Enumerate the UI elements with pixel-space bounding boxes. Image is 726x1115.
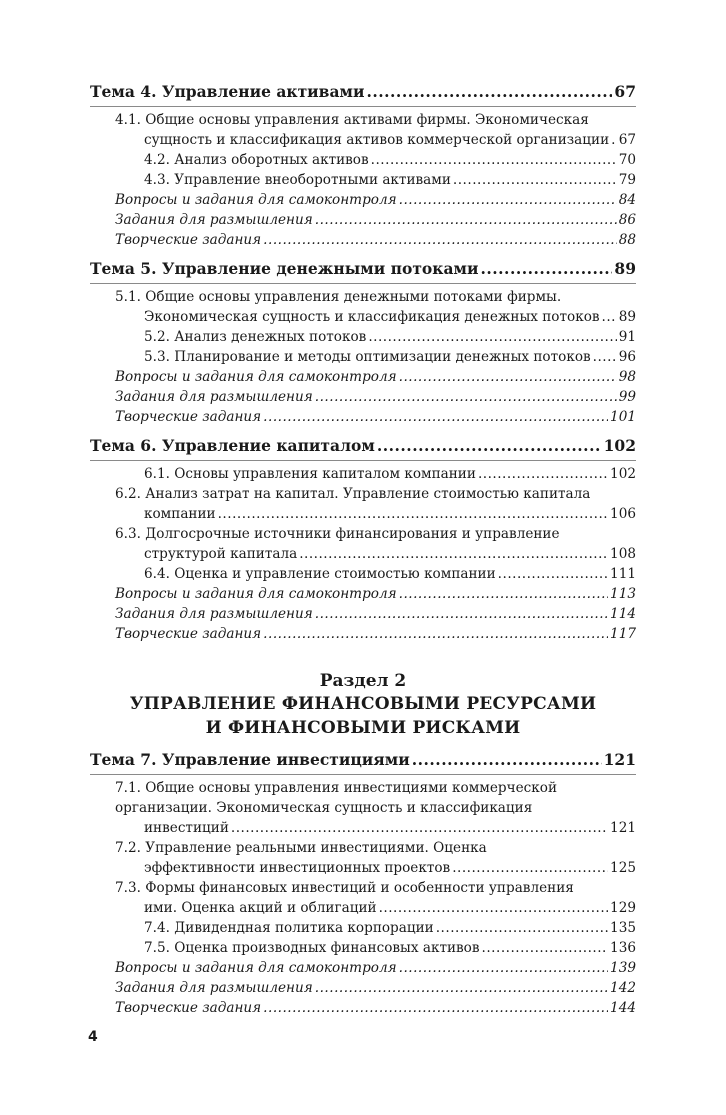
entry-text: Творческие задания xyxy=(115,626,262,642)
entry-text: эффективности инвестиционных проектов xyxy=(144,860,451,876)
entry-text: структурой капитала xyxy=(144,546,298,562)
toc-entry[interactable] xyxy=(90,347,636,367)
entry-last-line xyxy=(144,307,636,327)
toc-entry-extra[interactable] xyxy=(90,367,636,387)
topic-title: Тема 4. Управление активами xyxy=(90,82,365,101)
entry-line xyxy=(115,584,636,604)
toc-entry[interactable] xyxy=(90,524,636,564)
topic-heading[interactable] xyxy=(90,436,636,461)
entry-text: Вопросы и задания для самоконтроля xyxy=(115,369,397,385)
entry-line xyxy=(115,367,636,387)
entry-text: 5.3. Планирование и методы оптимизации денежных потоков xyxy=(144,349,591,365)
page-ref: 102 xyxy=(610,466,636,482)
entry-text: 5.2. Анализ денежных потоков xyxy=(144,329,367,345)
page-ref: 114 xyxy=(610,606,636,622)
entry-text: ими. Оценка акций и облигаций xyxy=(144,900,377,916)
dot-leader xyxy=(593,347,617,367)
page-ref: 136 xyxy=(610,940,636,956)
toc-entry-extra[interactable] xyxy=(90,584,636,604)
entry-last-line xyxy=(144,464,636,484)
entry-text: Задания для размышления xyxy=(115,980,313,996)
section-subtitle: И ФИНАНСОВЫМИ РИСКАМИ xyxy=(205,718,521,738)
page-ref: 99 xyxy=(618,389,636,405)
dot-leader xyxy=(452,858,608,878)
toc-entry[interactable] xyxy=(90,878,636,918)
entry-last-line xyxy=(144,130,636,150)
page-ref: 89 xyxy=(618,309,636,325)
dot-leader xyxy=(611,130,617,150)
dot-leader xyxy=(498,564,608,584)
toc-entry[interactable] xyxy=(90,564,636,584)
dot-leader xyxy=(478,464,608,484)
entry-line xyxy=(115,230,636,250)
toc-entry[interactable] xyxy=(90,150,636,170)
entry-text-line: 7.2. Управление реальными инвестициями. Оценка xyxy=(115,840,487,856)
entry-text: инвестиций xyxy=(144,820,229,836)
entry-last-line xyxy=(144,170,636,190)
dot-leader xyxy=(231,818,608,838)
entry-line xyxy=(115,624,636,644)
topic xyxy=(90,259,636,427)
toc-entry[interactable] xyxy=(90,778,636,838)
topic-group xyxy=(90,750,636,1018)
entry-text: Вопросы и задания для самоконтроля xyxy=(115,960,397,976)
page-ref: 79 xyxy=(618,172,636,188)
entry-last-line xyxy=(144,347,636,367)
entry-line xyxy=(115,998,636,1018)
entry-last-line xyxy=(144,818,636,838)
page-ref: 88 xyxy=(618,232,636,248)
page-ref: 67 xyxy=(614,82,636,101)
page-ref: 113 xyxy=(610,586,636,602)
dot-leader xyxy=(263,230,617,250)
entry-text: 4.3. Управление внеоборотными активами xyxy=(144,172,451,188)
topic xyxy=(90,82,636,250)
entry-line xyxy=(115,604,636,624)
entry-text: Творческие задания xyxy=(115,1000,262,1016)
dot-leader xyxy=(371,150,617,170)
page-ref: 96 xyxy=(618,349,636,365)
toc-entry-extra[interactable] xyxy=(90,210,636,230)
toc-entry[interactable] xyxy=(90,170,636,190)
toc-entry-extra[interactable] xyxy=(90,978,636,998)
toc-entry[interactable] xyxy=(90,464,636,484)
toc-entry-extra[interactable] xyxy=(90,387,636,407)
dot-leader xyxy=(436,918,608,938)
entry-text: Задания для размышления xyxy=(115,606,313,622)
topic-title: Тема 5. Управление денежными потоками xyxy=(90,259,479,278)
page-ref: 102 xyxy=(603,436,636,455)
entry-text-line: 5.1. Общие основы управления денежными потоками фирмы. xyxy=(115,289,562,305)
entry-text-line: 4.1. Общие основы управления активами фирмы. Экономическая xyxy=(115,112,589,128)
page-ref: 98 xyxy=(618,369,636,385)
page-ref: 121 xyxy=(603,750,636,769)
page-number: 4 xyxy=(88,1029,98,1045)
toc-entry[interactable] xyxy=(90,484,636,524)
dot-leader xyxy=(399,958,608,978)
entry-text: 7.4. Дивидендная политика корпорации xyxy=(144,920,434,936)
entry-last-line xyxy=(144,544,636,564)
entry-last-line xyxy=(144,938,636,958)
topic-heading[interactable] xyxy=(90,750,636,775)
entry-text: 6.1. Основы управления капиталом компании xyxy=(144,466,476,482)
page-ref: 121 xyxy=(610,820,636,836)
page-ref: 135 xyxy=(610,920,636,936)
dot-leader xyxy=(368,327,616,347)
page-ref: 106 xyxy=(610,506,636,522)
page-ref: 111 xyxy=(610,566,636,582)
entry-text: 4.2. Анализ оборотных активов xyxy=(144,152,369,168)
entry-text: Задания для размышления xyxy=(115,212,313,228)
dot-leader xyxy=(315,978,608,998)
dot-leader xyxy=(299,544,608,564)
toc-entry[interactable] xyxy=(90,327,636,347)
page-ref: 108 xyxy=(610,546,636,562)
entry-last-line xyxy=(144,504,636,524)
entry-line xyxy=(115,958,636,978)
dot-leader xyxy=(315,210,617,230)
toc-entry[interactable] xyxy=(90,287,636,327)
entry-last-line xyxy=(144,858,636,878)
dot-leader xyxy=(399,367,617,387)
dot-leader xyxy=(482,938,609,958)
section-title: Раздел 2 xyxy=(319,671,407,691)
entry-line xyxy=(115,190,636,210)
toc-entry-extra[interactable] xyxy=(90,230,636,250)
dot-leader xyxy=(412,750,602,770)
entry-line xyxy=(115,407,636,427)
dot-leader xyxy=(366,82,612,102)
entry-text: компании xyxy=(144,506,216,522)
entry-text-line: организации. Экономическая сущность и классификация xyxy=(115,800,533,816)
toc-entry[interactable] xyxy=(90,918,636,938)
page-ref: 144 xyxy=(610,1000,636,1016)
page-ref: 139 xyxy=(610,960,636,976)
entry-text: 6.4. Оценка и управление стоимостью компании xyxy=(144,566,496,582)
entry-text-line: 7.1. Общие основы управления инвестициями коммерческой xyxy=(115,780,558,796)
toc-entry[interactable] xyxy=(90,838,636,878)
toc-entry-extra[interactable] xyxy=(90,604,636,624)
dot-leader xyxy=(263,407,608,427)
dot-leader xyxy=(263,624,608,644)
topic xyxy=(90,436,636,644)
entry-last-line xyxy=(144,327,636,347)
topic-heading[interactable] xyxy=(90,82,636,107)
toc-entry-extra[interactable] xyxy=(90,407,636,427)
page-ref: 142 xyxy=(610,980,636,996)
toc-entry-extra[interactable] xyxy=(90,998,636,1018)
entry-text: 7.5. Оценка производных финансовых активов xyxy=(144,940,480,956)
toc-entry-extra[interactable] xyxy=(90,190,636,210)
entry-last-line xyxy=(144,150,636,170)
entry-text: Творческие задания xyxy=(115,409,262,425)
entry-last-line xyxy=(144,898,636,918)
entry-text: Творческие задания xyxy=(115,232,262,248)
page-ref: 129 xyxy=(610,900,636,916)
toc-entry[interactable] xyxy=(90,938,636,958)
dot-leader xyxy=(315,604,608,624)
topic-group xyxy=(90,82,636,644)
toc-entry-extra[interactable] xyxy=(90,958,636,978)
page-ref: 125 xyxy=(610,860,636,876)
page-ref: 91 xyxy=(618,329,636,345)
entry-text: Экономическая сущность и классификация денежных потоков xyxy=(144,309,600,325)
page-ref: 117 xyxy=(610,626,636,642)
topic xyxy=(90,750,636,1018)
dot-leader xyxy=(263,998,608,1018)
toc-entry[interactable] xyxy=(90,110,636,150)
section-subtitle: УПРАВЛЕНИЕ ФИНАНСОВЫМИ РЕСУРСАМИ xyxy=(129,694,597,714)
entry-text: Задания для размышления xyxy=(115,389,313,405)
page-ref: 89 xyxy=(614,259,636,278)
page-ref: 86 xyxy=(618,212,636,228)
page-ref: 70 xyxy=(618,152,636,168)
entry-text: Вопросы и задания для самоконтроля xyxy=(115,192,397,208)
page-ref: 101 xyxy=(610,409,636,425)
section-heading xyxy=(90,670,636,740)
entry-text: Вопросы и задания для самоконтроля xyxy=(115,586,397,602)
table-of-contents xyxy=(90,82,636,1027)
dot-leader xyxy=(453,170,617,190)
topic-heading[interactable] xyxy=(90,259,636,284)
entry-line xyxy=(115,978,636,998)
toc-entry-extra[interactable] xyxy=(90,624,636,644)
dot-leader xyxy=(480,259,612,279)
dot-leader xyxy=(218,504,608,524)
page-ref: 67 xyxy=(618,132,636,148)
entry-last-line xyxy=(144,918,636,938)
entry-last-line xyxy=(144,564,636,584)
dot-leader xyxy=(399,584,608,604)
dot-leader xyxy=(602,307,617,327)
topic-title: Тема 6. Управление капиталом xyxy=(90,436,375,455)
dot-leader xyxy=(379,898,608,918)
entry-text-line: 7.3. Формы финансовых инвестиций и особенности управления xyxy=(115,880,574,896)
dot-leader xyxy=(399,190,617,210)
page-ref: 84 xyxy=(618,192,636,208)
entry-text: сущность и классификация активов коммерческой организации xyxy=(144,132,610,148)
entry-line xyxy=(115,387,636,407)
dot-leader xyxy=(315,387,617,407)
entry-text-line: 6.2. Анализ затрат на капитал. Управление стоимостью капитала xyxy=(115,486,591,502)
entry-text-line: 6.3. Долгосрочные источники финансирования и управление xyxy=(115,526,560,542)
entry-line xyxy=(115,210,636,230)
topic-title: Тема 7. Управление инвестициями xyxy=(90,750,410,769)
dot-leader xyxy=(377,436,602,456)
